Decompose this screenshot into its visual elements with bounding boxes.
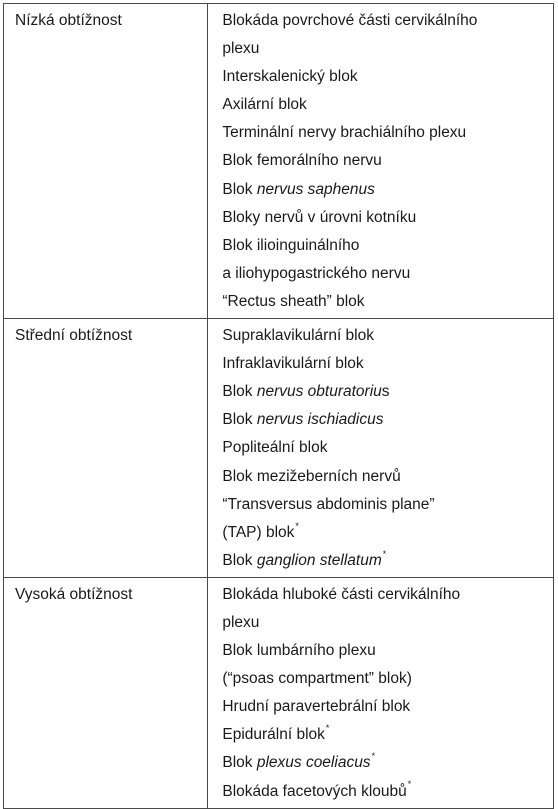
- latin-term: plexus coeliacus: [256, 754, 371, 772]
- item-text: Terminální nervy brachiálního plexu: [222, 124, 467, 142]
- list-item: [222, 519, 553, 547]
- list-item: [222, 322, 553, 350]
- item-text: Blok: [222, 754, 257, 772]
- latin-term: ganglion stellatum: [256, 551, 382, 569]
- items-cell: [208, 4, 554, 319]
- list-item: [222, 119, 553, 147]
- list-item: [222, 749, 553, 777]
- list-item: [222, 406, 553, 434]
- list-item: [222, 581, 553, 609]
- list-item: [222, 778, 553, 806]
- list-item: [222, 7, 553, 35]
- item-text: Infraklavikulární blok: [222, 355, 364, 373]
- item-text: plexu: [222, 40, 260, 58]
- list-item: [222, 288, 553, 316]
- item-text: (“psoas compartment” blok): [222, 670, 412, 688]
- footnote-marker: *: [407, 779, 412, 790]
- item-text: Blokáda povrchové části cervikálního: [222, 12, 478, 29]
- item-text: Blokáda hluboké části cervikálního: [222, 585, 461, 603]
- list-item: [222, 609, 553, 637]
- block-list: [208, 4, 553, 318]
- list-item: [222, 91, 553, 119]
- list-item: [222, 350, 553, 378]
- list-item: [222, 491, 553, 519]
- difficulty-table: [3, 3, 554, 809]
- list-item: [222, 204, 553, 232]
- list-item: [222, 693, 553, 721]
- list-item: [222, 176, 553, 204]
- item-text: a iliohypogastrického nervu: [222, 264, 411, 282]
- item-text: Blokáda facetových kloubů: [222, 782, 407, 800]
- item-text: s: [381, 383, 390, 401]
- footnote-marker: *: [371, 751, 376, 762]
- list-item: [222, 35, 553, 63]
- table-row: [4, 319, 554, 578]
- item-text: Blok femorálního nervu: [222, 152, 382, 170]
- item-text: Bloky nervů v úrovni kotníku: [222, 208, 417, 226]
- footnote-marker: *: [382, 548, 387, 559]
- list-item: [222, 547, 553, 575]
- list-item: [222, 721, 553, 749]
- item-text: Axilární blok: [222, 96, 307, 114]
- list-item: [222, 260, 553, 288]
- item-text: (TAP) blok: [222, 523, 295, 541]
- category-cell: [4, 319, 208, 578]
- list-item: [222, 232, 553, 260]
- item-text: “Rectus sheath” blok: [222, 292, 365, 310]
- item-text: Blok lumbárního plexu: [222, 642, 376, 660]
- item-text: plexu: [222, 613, 260, 631]
- block-list: [208, 578, 553, 808]
- footnote-marker: *: [325, 723, 330, 734]
- footnote-marker: *: [295, 520, 299, 531]
- latin-term: nervus ischiadicus: [256, 411, 384, 429]
- item-text: Hrudní paravertebrální blok: [222, 698, 411, 716]
- item-text: Interskalenický blok: [222, 68, 358, 86]
- list-item: [222, 63, 553, 91]
- difficulty-table-body: [4, 4, 554, 809]
- item-text: Supraklavikulární blok: [222, 327, 374, 345]
- category-cell: [4, 577, 208, 808]
- item-text: Blok mezižeberních nervů: [222, 467, 401, 485]
- items-cell: [208, 577, 554, 808]
- table-row: [4, 4, 554, 319]
- list-item: [222, 665, 553, 693]
- category-label: Vysoká obtížnost: [15, 585, 133, 603]
- item-text: Blok: [222, 383, 257, 401]
- category-label: Střední obtížnost: [15, 327, 133, 345]
- item-text: Blok: [222, 180, 257, 198]
- list-item: [222, 147, 553, 175]
- category-label: Nízká obtížnost: [15, 12, 122, 29]
- list-item: [222, 378, 553, 406]
- item-text: Epidurální blok: [222, 726, 325, 744]
- item-text: Blok ilioinguinálního: [222, 236, 360, 254]
- item-text: Blok: [222, 551, 257, 569]
- list-item: [222, 463, 553, 491]
- item-text: Blok: [222, 411, 257, 429]
- latin-term: nervus obturatoriu: [256, 383, 382, 401]
- list-item: [222, 434, 553, 462]
- table-row: [4, 577, 554, 808]
- items-cell: [208, 319, 554, 578]
- item-text: “Transversus abdominis plane”: [222, 495, 435, 513]
- category-cell: [4, 4, 208, 319]
- item-text: Popliteální blok: [222, 439, 328, 457]
- list-item: [222, 637, 553, 665]
- latin-term: nervus saphenus: [256, 180, 375, 198]
- block-list: [208, 319, 553, 577]
